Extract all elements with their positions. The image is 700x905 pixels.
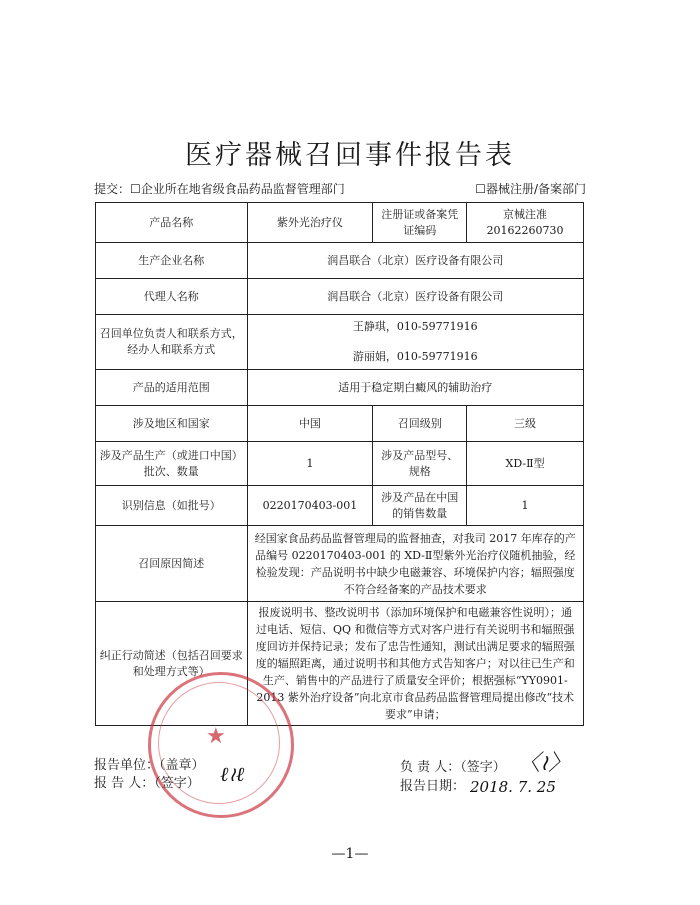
page-title: 医疗器械召回事件报告表 [185, 140, 515, 171]
region-label: 涉及地区和国家 [96, 406, 248, 442]
table-row [96, 315, 584, 370]
model-label: 涉及产品型号、规格 [373, 442, 467, 486]
recall-level-value: 三级 [467, 406, 584, 442]
table-row [96, 486, 584, 526]
region-value: 中国 [247, 406, 373, 442]
id-value: 0220170403-001 [247, 486, 373, 526]
reg-no-label: 注册证或备案凭证编码 [373, 203, 467, 243]
report-unit-label: 报告单位：（盖章） [94, 758, 205, 773]
contact-person-2: 游丽娟，010-59771916 [352, 350, 478, 363]
product-name-label: 产品名称 [96, 203, 248, 243]
table-row [96, 406, 584, 442]
seal-star-icon: ★ [206, 724, 226, 749]
reason-label: 召回原因简述 [96, 526, 248, 602]
batch-label: 涉及产品生产（或进口中国）批次、数量 [96, 442, 248, 486]
table-row [96, 279, 584, 315]
submit-to-registration: ☐器械注册/备案部门 [475, 182, 586, 196]
action-value: 报废说明书、整改说明书（添加环境保护和电磁兼容性说明）；通过电话、短信、QQ 和微信等方式对客户进行有关说明书和辐照强度回访并保持记录；发布了忠告性通知，测试出满足要求的辐照强度的辐照距离，通过说明书和其他方式告知客户；对以往已生产和生产、销售中的产品进行了质量安全评价；根据强标“YY0901-2013 紫外治疗设备”向北京市食品药品监督管理局提出修改“技术要求”申请； [247, 602, 583, 726]
responsible-signature: 〈≀〉 [518, 751, 571, 776]
report-date: 2018. 7. 25 [470, 778, 556, 796]
reg-no-value: 京械注准 20162260730 [467, 203, 584, 243]
scope-label: 产品的适用范围 [96, 370, 248, 406]
recall-level-label: 召回级别 [373, 406, 467, 442]
contact-label: 召回单位负责人和联系方式，经办人和联系方式 [96, 315, 248, 370]
contact-value [247, 315, 583, 370]
page-number: —1— [331, 846, 369, 862]
table-row [96, 203, 584, 243]
responsible-label: 负 责 人：（签字） [400, 760, 506, 775]
sales-label: 涉及产品在中国的销售数量 [373, 486, 467, 526]
submit-to-province: 提交：☐企业所在地省级食品药品监督管理部门 [94, 182, 345, 196]
agent-value: 润昌联合（北京）医疗设备有限公司 [247, 279, 583, 315]
reporter-label: 报 告 人：（签字） [94, 776, 200, 791]
date-label: 报告日期： [400, 779, 466, 794]
table-row [96, 370, 584, 406]
contact-person-1: 王静琪，010-59771916 [352, 320, 478, 333]
manufacturer-label: 生产企业名称 [96, 243, 248, 279]
sales-value: 1 [467, 486, 584, 526]
table-row [96, 442, 584, 486]
product-name-value: 紫外光治疗仪 [247, 203, 373, 243]
scope-value: 适用于稳定期白癜风的辅助治疗 [247, 370, 583, 406]
action-label: 纠正行动简述（包括召回要求和处理方式等） [96, 602, 248, 726]
model-value: XD-Ⅱ型 [467, 442, 584, 486]
manufacturer-value: 润昌联合（北京）医疗设备有限公司 [247, 243, 583, 279]
recall-report-table [95, 202, 584, 726]
agent-label: 代理人名称 [96, 279, 248, 315]
table-row [96, 526, 584, 602]
reason-value: 经国家食品药品监督管理局的监督抽查，对我司 2017 年库存的产品编号 0220170403-001 的 XD-Ⅱ型紫外光治疗仪随机抽验，经检验发现：产品说明书中缺少电磁兼容、环境保护内容；辐照强度不符合经备案的产品技术要求 [247, 526, 583, 602]
reporter-signature: ℓ≀ℓ [220, 762, 245, 786]
id-label: 识别信息（如批号） [96, 486, 248, 526]
batch-value: 1 [247, 442, 373, 486]
table-row [96, 243, 584, 279]
